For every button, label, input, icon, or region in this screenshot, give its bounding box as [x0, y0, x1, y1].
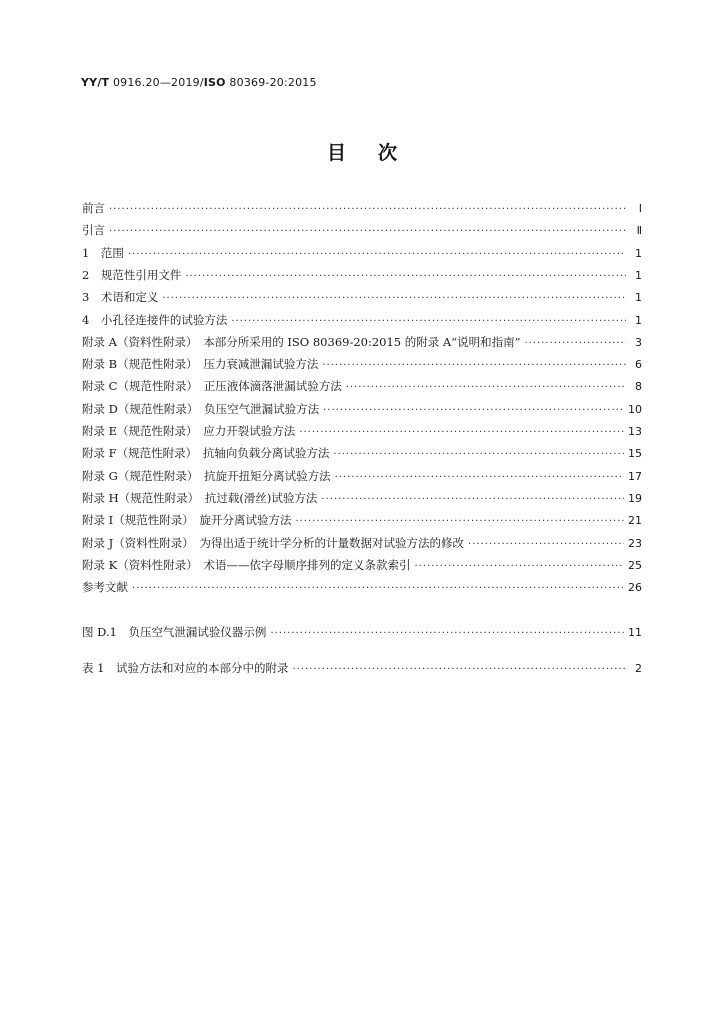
toc-entry-page: 1 [635, 291, 642, 305]
toc-entry-text: 图 D.1 负压空气泄漏试验仪器示例 [82, 625, 267, 639]
toc-leader-dots [231, 312, 626, 332]
toc-entry[interactable] [82, 533, 642, 553]
toc-entry-text: 附录 G（规范性附录） 抗旋开扭矩分离试验方法 [82, 468, 331, 483]
header-iso-number: 80369-20:2015 [225, 76, 317, 89]
toc-entry-text: 2 规范性引用文件 [82, 267, 182, 282]
toc-entry-page: Ⅱ [636, 224, 642, 238]
toc-leader-dots [322, 356, 626, 376]
toc-leader-dots [132, 579, 624, 599]
toc-leader-dots [270, 624, 624, 644]
toc-leader-dots [468, 535, 624, 555]
toc-leader-dots [323, 401, 624, 421]
toc-entry[interactable] [82, 577, 642, 597]
toc-entry-page: 11 [628, 626, 642, 639]
toc-entry-text: 附录 D（规范性附录） 负压空气泄漏试验方法 [82, 401, 320, 416]
toc-entry-text: 4 小孔径连接件的试验方法 [82, 312, 228, 327]
toc-entry[interactable] [82, 466, 642, 486]
toc-entry[interactable] [82, 243, 642, 263]
toc-entry[interactable] [82, 658, 642, 678]
toc-entry-text: 附录 B（规范性附录） 压力衰减泄漏试验方法 [82, 357, 319, 372]
toc-entry-page: 15 [628, 447, 642, 461]
toc-entry-page: Ⅰ [638, 202, 642, 215]
toc-entry[interactable] [82, 198, 642, 218]
toc-leader-dots [321, 490, 624, 510]
toc-entry-text: 引言 [82, 223, 105, 238]
toc-entry-text: 附录 K（资料性附录） 术语——依字母顺序排列的定义条款索引 [82, 557, 411, 572]
toc-entry-page: 1 [635, 268, 642, 282]
toc-leader-dots [333, 445, 624, 465]
toc-entry[interactable] [82, 265, 642, 285]
toc-entry[interactable] [82, 555, 642, 575]
toc-entry-text: 1 范围 [82, 245, 124, 260]
toc-entry-page: 10 [628, 402, 642, 416]
toc-entry-page: 19 [628, 491, 642, 505]
toc-entry-page: 1 [635, 246, 642, 260]
toc-entry-page: 17 [628, 469, 642, 483]
toc-entry-text: 参考文献 [82, 580, 128, 595]
toc-entry[interactable] [82, 622, 642, 642]
toc-entry-text: 前言 [82, 201, 105, 215]
toc-leader-dots [109, 222, 626, 242]
toc-entry-text: 附录 F（规范性附录） 抗轴向负载分离试验方法 [82, 446, 330, 461]
toc-entry[interactable] [82, 399, 642, 419]
toc-entry-text: 附录 J（资料性附录） 为得出适于统计学分析的计量数据对试验方法的修改 [82, 535, 465, 550]
toc-entry-text: 附录 C（规范性附录） 正压液体滴落泄漏试验方法 [82, 379, 342, 394]
toc-entry[interactable] [82, 287, 642, 307]
toc-leader-dots [299, 423, 624, 443]
toc-entry[interactable] [82, 421, 642, 441]
toc-leader-dots [162, 289, 626, 309]
toc-entry-page: 25 [628, 558, 642, 572]
toc-leader-dots [128, 245, 626, 265]
toc-entry-page: 6 [635, 358, 642, 372]
toc-leader-dots [415, 557, 625, 577]
toc-leader-dots [346, 378, 626, 398]
toc-entry[interactable] [82, 376, 642, 396]
toc-entry-page: 13 [628, 425, 642, 438]
toc-entry-page: 3 [635, 335, 642, 349]
toc-title: 目次 [326, 142, 429, 164]
header-yy: YY/T [81, 76, 110, 89]
toc-entry-text: 附录 I（规范性附录） 旋开分离试验方法 [82, 513, 292, 528]
toc-entry-page: 2 [635, 662, 642, 675]
toc-entry[interactable] [82, 488, 642, 508]
toc-leader-dots [109, 200, 626, 220]
toc-entry[interactable] [82, 220, 642, 240]
toc-leader-dots [335, 468, 624, 488]
toc-entry-page: 23 [628, 536, 642, 550]
toc-entry[interactable] [82, 510, 642, 530]
toc-leader-dots [295, 512, 624, 532]
toc-entry-page: 21 [628, 514, 642, 528]
toc-entry[interactable] [82, 332, 642, 352]
toc-entry-text: 附录 H（规范性附录） 抗过载(滑丝)试验方法 [82, 490, 318, 505]
header-yy-number: 0916.20—2019/ [109, 76, 204, 89]
header-iso: ISO [203, 76, 226, 89]
toc-entry-page: 8 [635, 380, 642, 394]
toc-entry-text: 附录 E（规范性附录） 应力开裂试验方法 [82, 424, 296, 438]
toc-entry[interactable] [82, 310, 642, 330]
toc-leader-dots [525, 334, 627, 354]
toc-entry-page: 1 [635, 313, 642, 327]
toc-entry-page: 26 [628, 581, 642, 595]
toc-leader-dots [292, 660, 626, 680]
toc-leader-dots [185, 267, 626, 287]
toc-entry[interactable] [82, 354, 642, 374]
toc-entry-text: 表 1 试验方法和对应的本部分中的附录 [82, 661, 289, 675]
toc-entry-text: 3 术语和定义 [82, 290, 159, 305]
toc-entry-text: 附录 A（资料性附录） 本部分所采用的 ISO 80369-20:2015 的附录 A“说明和指南” [82, 334, 521, 349]
standard-number-header [81, 76, 317, 89]
toc-entry[interactable] [82, 443, 642, 463]
